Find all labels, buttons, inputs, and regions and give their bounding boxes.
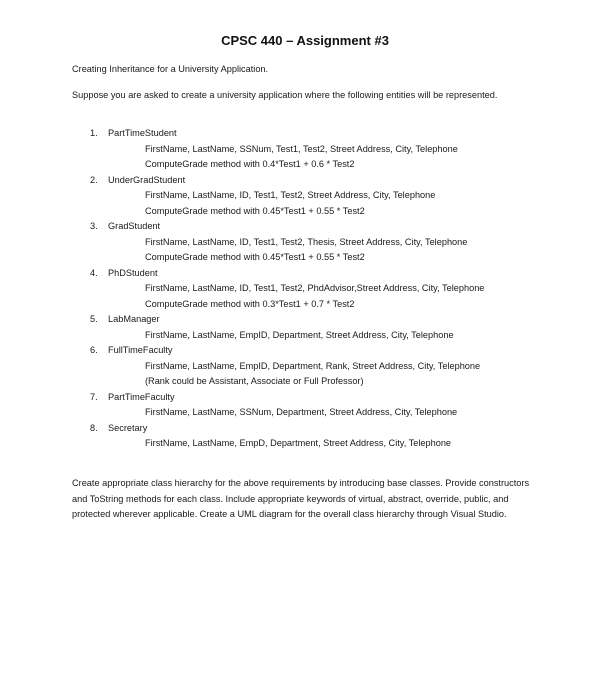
entity-item bbox=[0, 173, 610, 220]
entity-number: 5. bbox=[90, 314, 98, 324]
entity-attributes: FirstName, LastName, ID, Test1, Test2, Thesis, Street Address, City, Telephone bbox=[145, 236, 468, 247]
entity-name: UnderGradStudent bbox=[108, 174, 186, 185]
entity-attributes: FirstName, LastName, SSNum, Department, Street Address, City, Telephone bbox=[145, 407, 458, 417]
entity-attributes: FirstName, LastName, EmpID, Department, Rank, Street Address, City, Telephone bbox=[145, 360, 481, 371]
entity-name: PartTimeStudent bbox=[108, 128, 177, 138]
entity-item bbox=[0, 312, 610, 343]
entity-attributes: FirstName, LastName, EmpID, Department, Street Address, City, Telephone bbox=[145, 329, 454, 340]
entity-name: PhDStudent bbox=[108, 267, 158, 278]
entity-method: ComputeGrade method with 0.45*Test1 + 0.55 * Test2 bbox=[145, 252, 365, 262]
entity-number: 1. bbox=[90, 128, 98, 138]
document-title: CPSC 440 – Assignment #3 bbox=[221, 33, 389, 48]
entity-number: 4. bbox=[90, 267, 98, 278]
entity-item bbox=[0, 126, 610, 173]
entity-item bbox=[0, 421, 610, 452]
entity-attributes: FirstName, LastName, EmpD, Department, Street Address, City, Telephone bbox=[145, 438, 452, 448]
entity-item bbox=[0, 390, 610, 421]
entity-attributes: FirstName, LastName, ID, Test1, Test2, PhdAdvisor,Street Address, City, Telephone bbox=[145, 283, 485, 293]
entity-note: (Rank could be Assistant, Associate or Full Professor) bbox=[145, 376, 364, 386]
entity-attributes: FirstName, LastName, SSNum, Test1, Test2, Street Address, City, Telephone bbox=[145, 143, 458, 154]
closing-paragraph: Create appropriate class hierarchy for the above requirements by introducing base classes. Provide constructors and ToString methods for each class. Include appropriate keywords of virtual, abstract, override, public, and protected wherever applicable. Create a UML diagram for the overall class hierarchy through Visual Studio. bbox=[72, 478, 530, 519]
entity-item bbox=[0, 266, 610, 313]
entity-name: GradStudent bbox=[108, 221, 161, 231]
setup-paragraph: Suppose you are asked to create a university application where the following entities will be represented. bbox=[72, 90, 498, 100]
entity-method: ComputeGrade method with 0.45*Test1 + 0.55 * Test2 bbox=[145, 205, 365, 216]
entity-attributes: FirstName, LastName, ID, Test1, Test2, Street Address, City, Telephone bbox=[145, 190, 436, 200]
entity-item bbox=[0, 219, 610, 266]
entity-name: FullTimeFaculty bbox=[108, 345, 173, 355]
intro-paragraph: Creating Inheritance for a University Application. bbox=[72, 64, 269, 74]
entity-number: 7. bbox=[90, 391, 98, 402]
entity-number: 8. bbox=[90, 422, 98, 433]
entity-number: 6. bbox=[90, 345, 98, 355]
entity-method: ComputeGrade method with 0.3*Test1 + 0.7 * Test2 bbox=[145, 298, 355, 309]
entity-name: Secretary bbox=[108, 422, 148, 433]
entity-item bbox=[0, 343, 610, 390]
entity-list bbox=[0, 126, 610, 452]
entity-number: 3. bbox=[90, 221, 98, 231]
entity-name: LabManager bbox=[108, 314, 160, 324]
entity-method: ComputeGrade method with 0.4*Test1 + 0.6 * Test2 bbox=[145, 159, 355, 169]
entity-number: 2. bbox=[90, 174, 98, 185]
entity-name: PartTimeFaculty bbox=[108, 391, 175, 402]
